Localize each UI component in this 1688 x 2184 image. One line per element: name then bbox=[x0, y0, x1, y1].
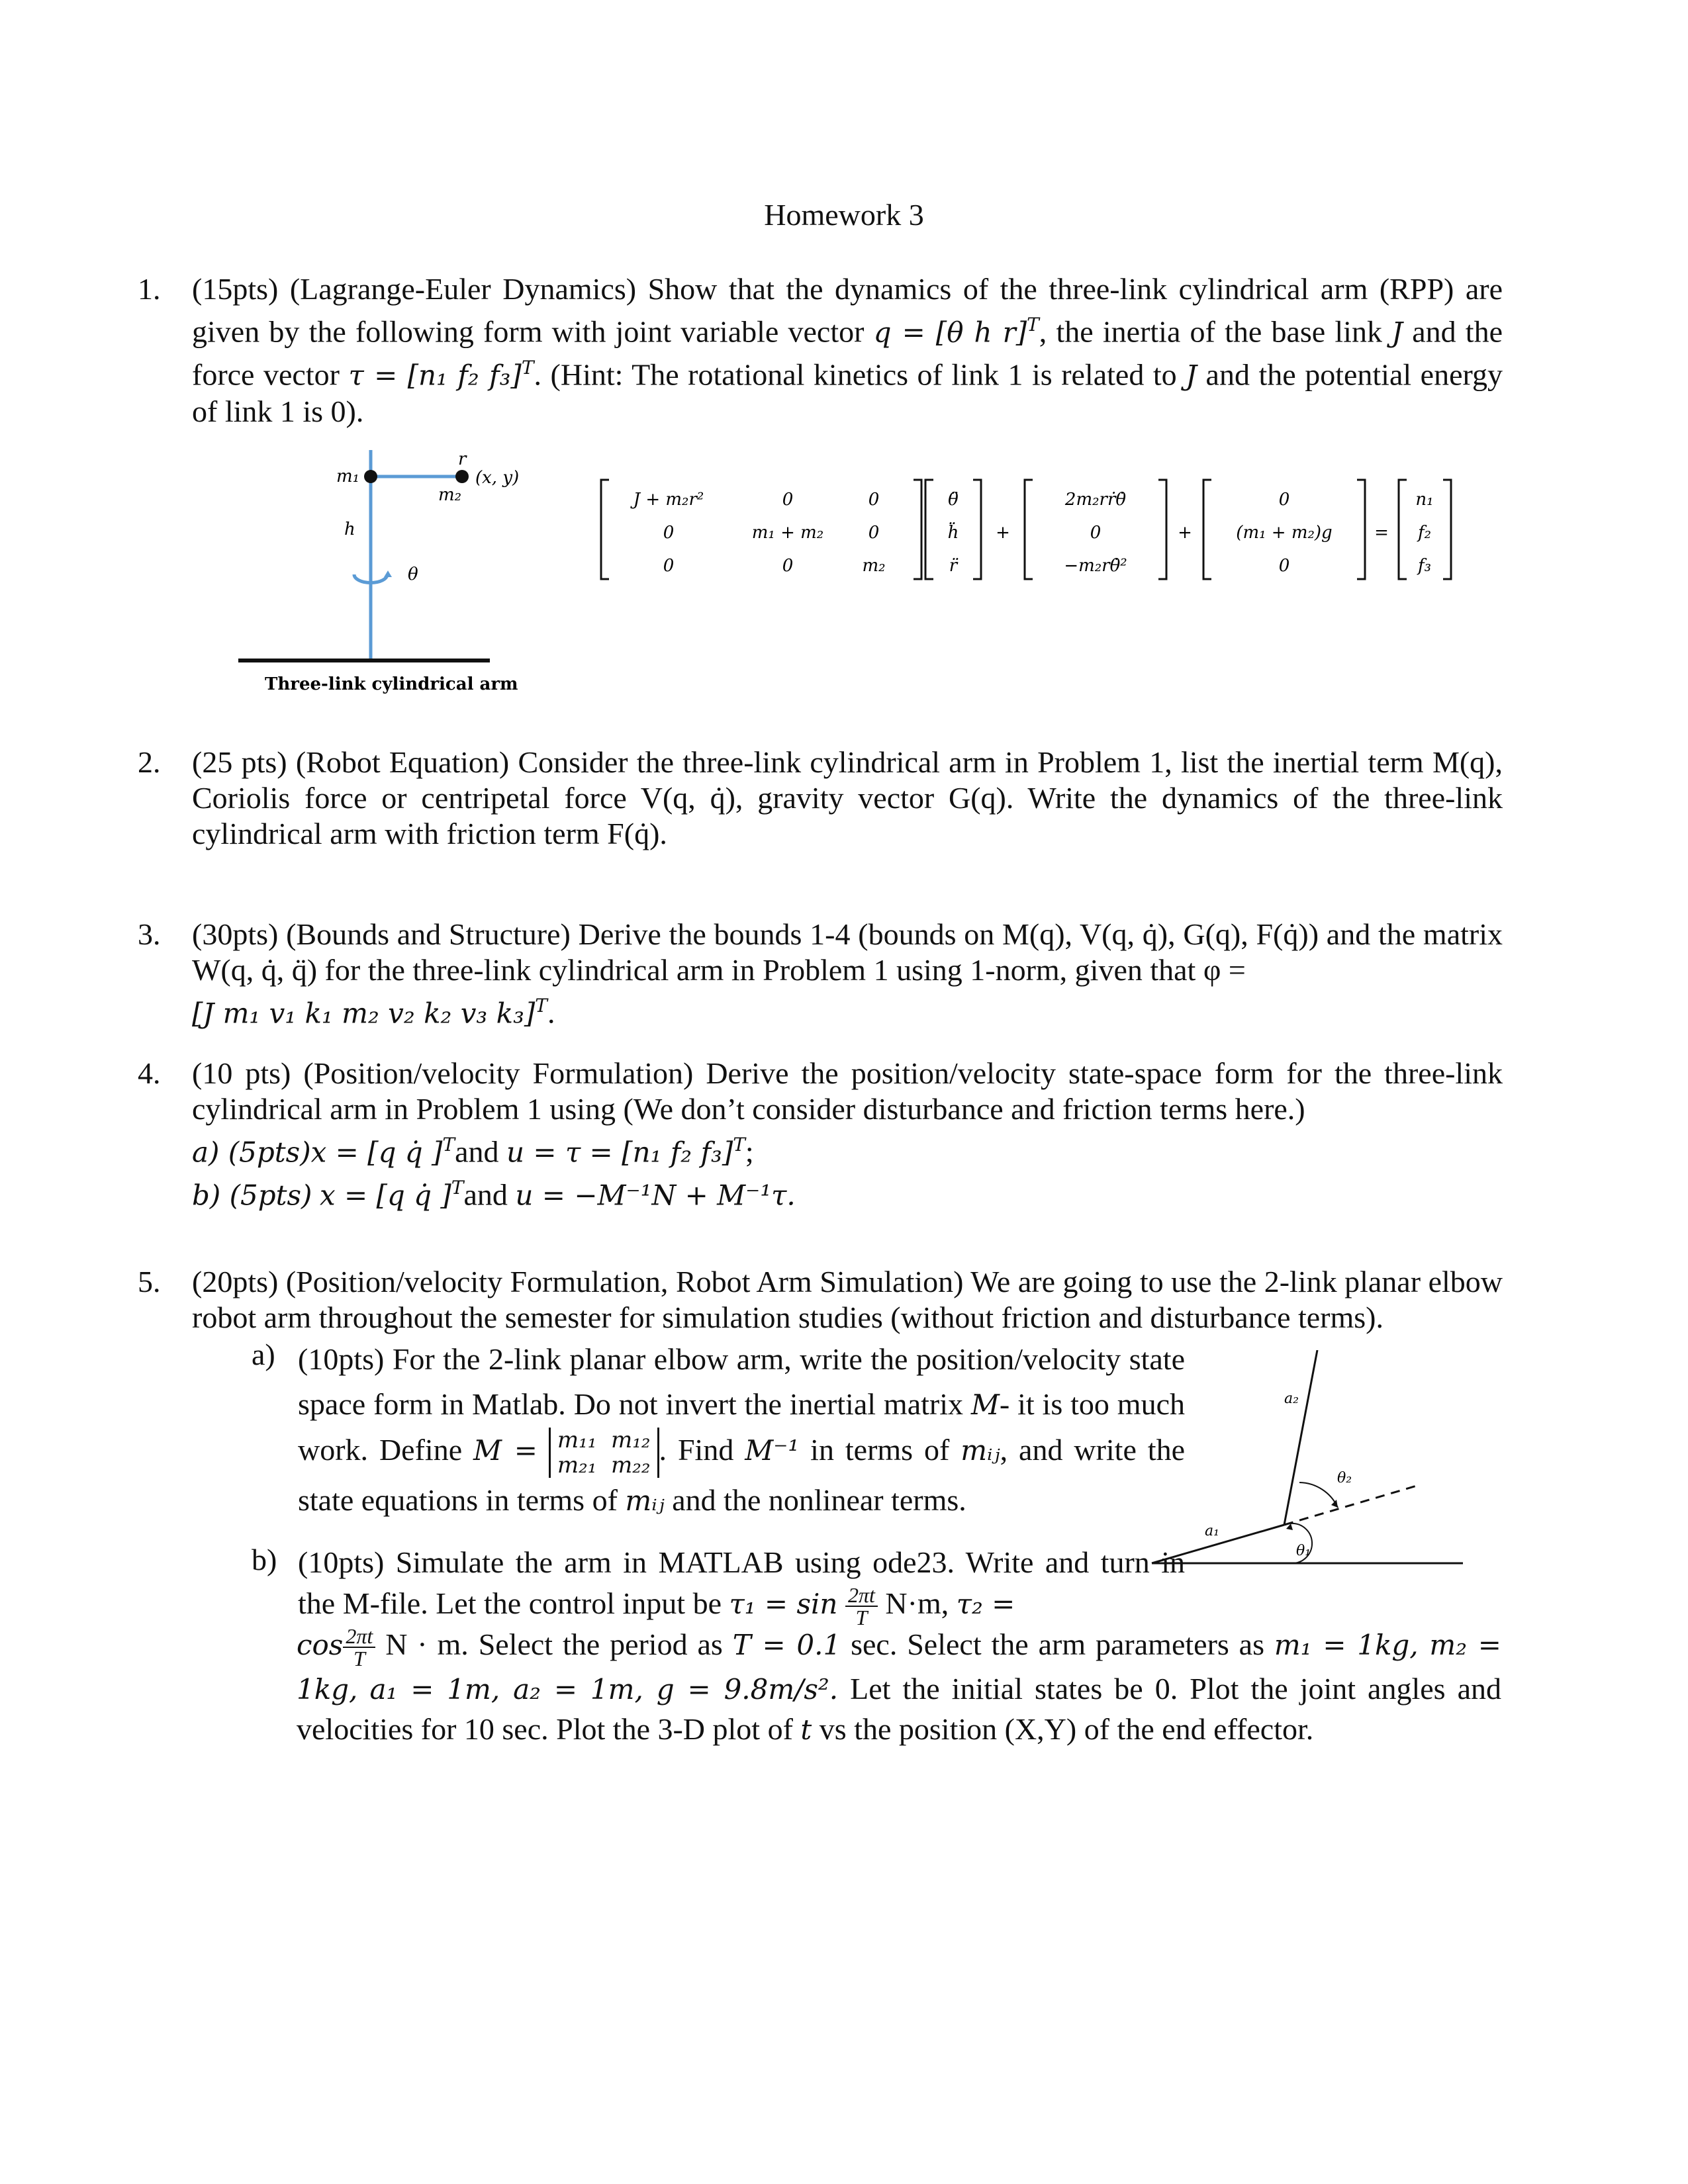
tau-3: f₃ bbox=[1417, 556, 1432, 576]
problem-4-part-a: a) (5pts)x = [q q̇ ]$^T$and u = τ = [n₁ f₂ f₃]$^T$; bbox=[192, 1134, 754, 1169]
inertia-matrix: m₁₁ m₁₂ m₂₁ m₂₂ bbox=[549, 1428, 659, 1478]
problem-5-text: (20pts) (Position/velocity Formulation, Robot Arm Simulation) We are going to use the 2-link planar elbow robot arm throughout the semester for simulation studies (without friction and disturbance terms). bbox=[192, 1265, 1503, 1334]
label-theta1: θ₁ bbox=[1296, 1543, 1311, 1559]
problem-number: 1. bbox=[138, 272, 161, 306]
figure-caption: Three-link cylindrical arm bbox=[265, 674, 518, 694]
problem-3 bbox=[138, 917, 1503, 1031]
plus-1: + bbox=[996, 523, 1010, 543]
M-32: 0 bbox=[782, 556, 794, 576]
problem-number: 4. bbox=[138, 1056, 161, 1090]
m2-mass bbox=[455, 470, 469, 483]
V-1: 2m₂rṙθ̇ bbox=[1064, 490, 1127, 510]
problem-3-text: (30pts) (Bounds and Structure) Derive the bounds 1-4 (bounds on M(q), V(q, q̇), G(q), F(q̇)) and the matrix W(q, q̇, q̈) for the three-link cylindrical arm in Problem 1 using 1-norm, given that φ = [J m₁ v₁ k₁ m₂ v₂ k₂ v₃ k₃]$^T$. bbox=[192, 917, 1503, 1030]
problem-5-part-b-body: cos $\frac{2\pi t}{T}$ N · m. Select the period as T = 0.1 sec. Select the arm parameters as m₁ = 1kg, m₂ = 1kg, a₁ = 1m, a₂ = 1m, g = 9.8m/s². Let the initial states be 0. Plot the joint angles and velocities for 10 sec. Plot the 3-D plot of t vs the position (X,Y) of the end effector. bbox=[297, 1624, 1502, 1747]
equals-sign: = bbox=[1374, 523, 1389, 543]
cylindrical-arm-figure bbox=[225, 450, 543, 702]
problem-number: 5. bbox=[138, 1265, 161, 1298]
G-3: 0 bbox=[1278, 556, 1290, 576]
G-2: (m₁ + m₂)g bbox=[1236, 523, 1333, 543]
problem-2-text: (25 pts) (Robot Equation) Consider the three-link cylindrical arm in Problem 1, list the inertial term M(q), Coriolis force or centripetal force V(q, q̇), gravity vector G(q). Write the dynamics of the three-link cylindrical arm with friction term F(q̇). bbox=[192, 745, 1503, 850]
V-3: −m₂rθ̇² bbox=[1064, 556, 1127, 576]
tau-2: f₂ bbox=[1417, 523, 1432, 543]
M-33: m₂ bbox=[862, 556, 886, 576]
M-11: J + m₂r² bbox=[633, 490, 704, 510]
qdd-3: r̈ bbox=[949, 556, 958, 576]
problem-4-text: (10 pts) (Position/velocity Formulation) Derive the position/velocity state-space form for the three-link cylindrical arm in Problem 1 using (We don’t consider disturbance and friction terms here.) bbox=[192, 1056, 1503, 1126]
problem-number: 2. bbox=[138, 745, 161, 779]
fraction-2pit-T-cos: $\frac{2\pi t}{T}$ bbox=[343, 1625, 375, 1669]
M-21: 0 bbox=[663, 523, 675, 543]
problem-1-text: (15pts) (Lagrange-Euler Dynamics) Show that the dynamics of the three-link cylindrical arm (RPP) are given by the following form with joint variable vector q = [θ h r]$^T$, the inertia of the base link J and the force vector τ = [n₁ f₂ f₃]$^T$. (Hint: The rotational kinetics of link 1 is related to J and the potential energy of link 1 is 0). bbox=[192, 272, 1503, 428]
label-a1: a₁ bbox=[1205, 1523, 1219, 1539]
problem-4-part-b: b) (5pts) x = [q q̇ ]$^T$and u = −M⁻¹N + M⁻¹τ. bbox=[192, 1177, 796, 1212]
fraction-2pit-T: $\frac{2\pi t}{T}$ bbox=[845, 1584, 878, 1628]
page-title: Homework 3 bbox=[764, 198, 924, 232]
M-13: 0 bbox=[868, 490, 880, 510]
M-bracket-right bbox=[914, 480, 921, 579]
plus-2: + bbox=[1178, 523, 1192, 543]
label-theta: θ bbox=[408, 565, 418, 584]
dynamics-equation bbox=[596, 473, 1470, 592]
link-1-extension bbox=[1284, 1486, 1417, 1525]
problem-1 bbox=[138, 271, 1503, 430]
label-m1: m₁ bbox=[336, 467, 360, 486]
M-31: 0 bbox=[663, 556, 675, 576]
m1-mass bbox=[364, 470, 377, 483]
problem-number: 3. bbox=[138, 917, 161, 951]
M-23: 0 bbox=[868, 523, 880, 543]
tau-1: n₁ bbox=[1415, 490, 1434, 510]
problem-2 bbox=[138, 745, 1503, 852]
qdd-2: ḧ bbox=[947, 523, 959, 543]
two-link-arm-figure bbox=[1139, 1350, 1470, 1575]
problem-5 bbox=[138, 1264, 1503, 1336]
label-a2: a₂ bbox=[1284, 1390, 1299, 1407]
label-r: r bbox=[458, 450, 467, 469]
link-2 bbox=[1284, 1350, 1317, 1525]
M-bracket-left bbox=[601, 480, 609, 579]
rotation-arrow-icon bbox=[384, 570, 392, 577]
theta2-arc bbox=[1299, 1482, 1338, 1508]
label-m2: m₂ bbox=[438, 485, 462, 505]
label-xy: (x, y) bbox=[475, 468, 520, 488]
label-theta2: θ₂ bbox=[1337, 1470, 1352, 1486]
problem-5-part-b-head: b) (10pts) Simulate the arm in MATLAB using ode23. Write and turn in the M-file. Let the control input be τ₁ = sin $\frac{2\pi t}{T}$ N·m, τ₂ = bbox=[252, 1543, 1185, 1630]
M-22: m₁ + m₂ bbox=[751, 523, 824, 543]
M-12: 0 bbox=[782, 490, 794, 510]
qdd-1: θ̈ bbox=[948, 490, 959, 510]
problem-5-part-a: a) (10pts) For the 2-link planar elbow arm, write the position/velocity state space form in Matlab. Do not invert the inertial matrix M- it is too much work. Define M = m₁₁ m₁₂ m₂₁ m₂₂ . Find M⁻¹ in terms of mᵢⱼ, and write the state equations in terms of mᵢⱼ and the nonlinear terms. bbox=[252, 1338, 1185, 1518]
G-1: 0 bbox=[1278, 490, 1290, 510]
phi-vector: [J m₁ v₁ k₁ m₂ v₂ k₂ v₃ k₃] bbox=[192, 997, 536, 1030]
V-2: 0 bbox=[1090, 523, 1102, 543]
problem-4 bbox=[138, 1056, 1503, 1214]
label-h: h bbox=[344, 520, 355, 539]
